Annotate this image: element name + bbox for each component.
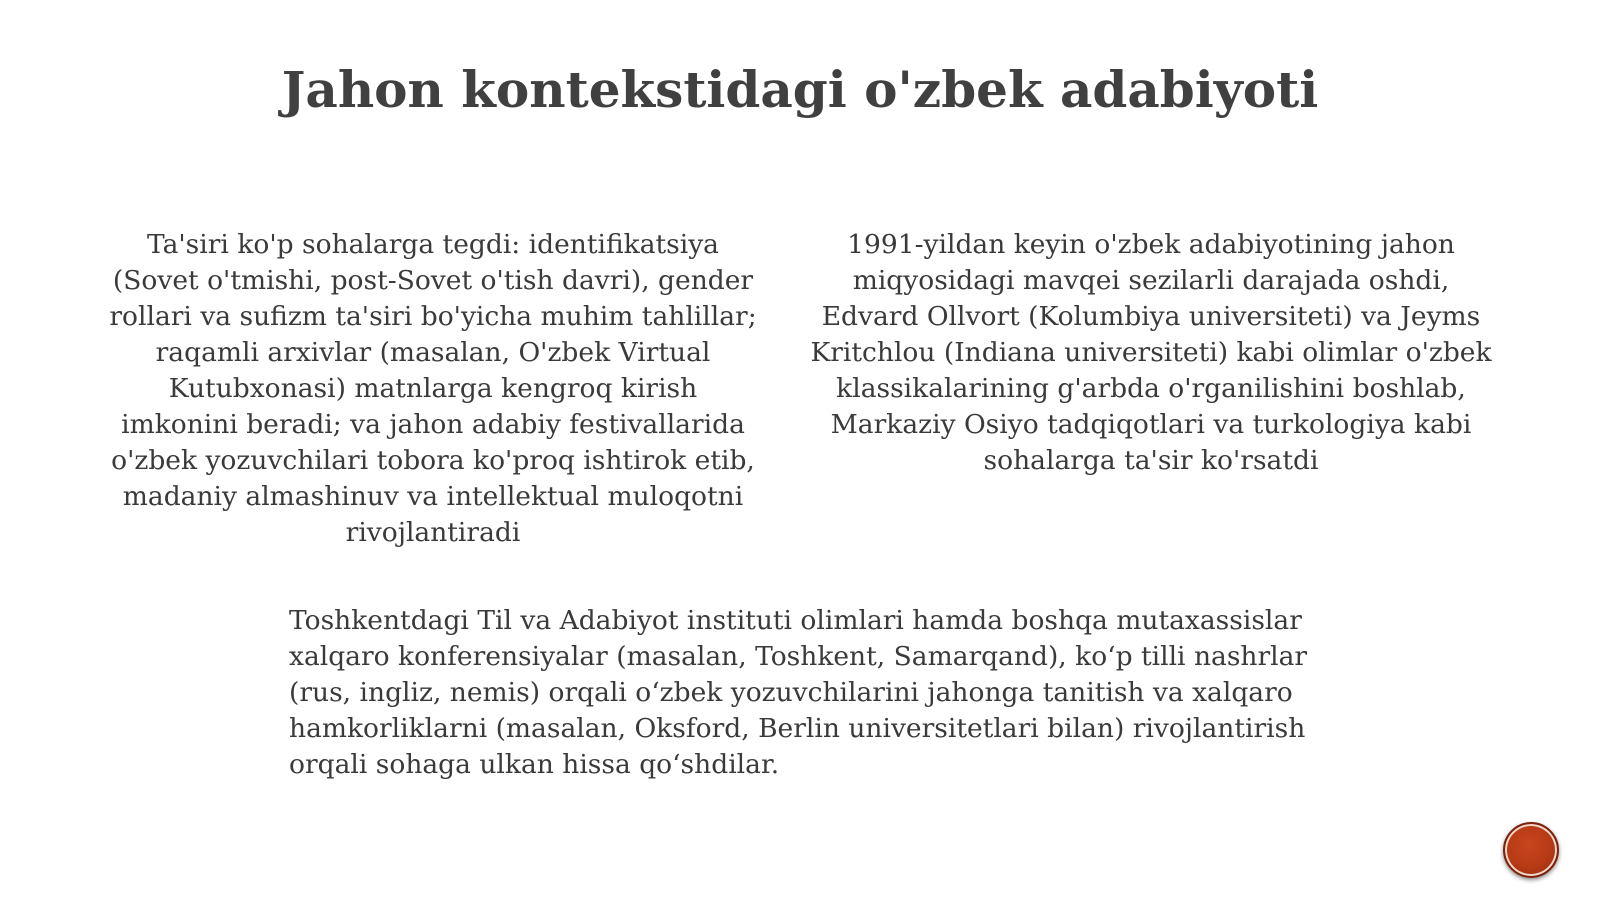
bottom-text-block: Toshkentdagi Til va Adabiyot instituti olimlari hamda boshqa mutaxassislar xalqaro konferensiyalar (masalan, Toshkent, Samarqand), ko‘p tilli nashrlar (rus, ingliz, nemis) orqali o‘zbek yozuvchilarini jahonga tanitish va xalqaro hamkorliklarni (masalan, Oksford, Berlin universitetlari bilan) rivojlantirish orqali sohaga ulkan hissa qo‘shdilar. [289,605,1319,780]
left-text-block: Ta'siri ko'p sohalarga tegdi: identifikatsiya (Sovet o'tmishi, post-Sovet o'tish davri), gender rollari va sufizm ta'siri bo'yicha muhim tahlillar; raqamli arxivlar (masalan, O'zbek Virtual Kutubxonasi) matnlarga kengroq kirish imkonini beradi; va jahon adabiy festivallarida o'zbek yozuvchilari tobora ko'proq ishtirok etib, madaniy almashinuv va intellektual muloqotni rivojlantiradi [109,229,757,548]
circle-nav-button-icon[interactable] [1503,822,1559,878]
right-text-block: 1991-yildan keyin o'zbek adabiyotining jahon miqyosidagi mavqei sezilarli darajada oshdi, Edvard Ollvort (Kolumbiya universiteti) va Jeyms Kritchlou (Indiana universiteti) kabi olimlar o'zbek klassikalarining g'arbda o'rganilishini boshlab, Markaziy Osiyo tadqiqotlari va turkologiya kabi sohalarga ta'sir ko'rsatdi [810,229,1492,476]
slide-title: Jahon kontekstidagi o'zbek adabiyoti [281,60,1319,119]
